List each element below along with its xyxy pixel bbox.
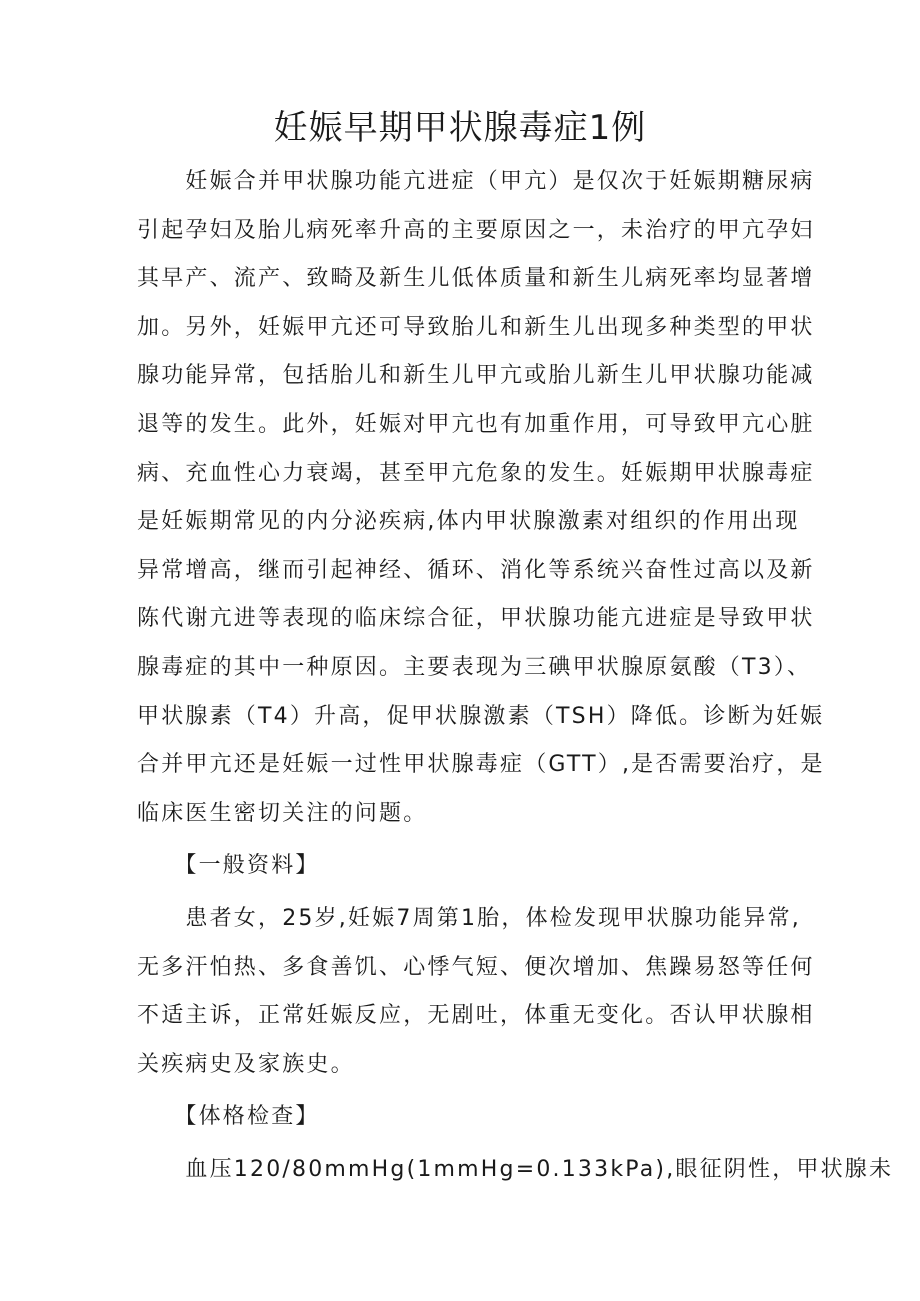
- intro-line: 腺毒症的其中一种原因。主要表现为三碘甲状腺原氨酸（T3）、: [137, 654, 812, 680]
- intro-line: 病、充血性心力衰竭，甚至甲亢危象的发生。妊娠期甲状腺毒症: [137, 460, 815, 486]
- intro-line: 甲状腺素（T4）升高，促甲状腺激素（TSH）降低。诊断为妊娠: [137, 703, 825, 729]
- general-info-line: 不适主诉，正常妊娠反应，无剧吐，体重无变化。否认甲状腺相: [137, 1003, 815, 1029]
- intro-line: 异常增高，继而引起神经、循环、消化等系统兴奋性过高以及新: [137, 557, 815, 583]
- physical-exam-line: 血压120/80mmHg(1mmHg=0.133kPa),眼征阴性，甲状腺未: [137, 1156, 894, 1182]
- document-title: 妊娠早期甲状腺毒症1例: [273, 108, 647, 148]
- intro-line: 引起孕妇及胎儿病死率升高的主要原因之一，未治疗的甲亢孕妇: [137, 217, 815, 243]
- intro-line: 妊娠合并甲状腺功能亢进症（甲亢）是仅次于妊娠期糖尿病: [137, 169, 815, 194]
- general-info-line: 关疾病史及家族史。: [137, 1051, 355, 1077]
- section-heading-general-info: 【一般资料】: [137, 853, 320, 879]
- intro-line: 合并甲亢还是妊娠一过性甲状腺毒症（GTT）,是否需要治疗，是: [137, 752, 825, 778]
- general-info-line: 患者女，25岁,妊娠7周第1胎，体检发现甲状腺功能异常,: [137, 905, 801, 931]
- intro-paragraph: [137, 158, 825, 838]
- document-body: [137, 158, 894, 1194]
- intro-line: 腺功能异常，包括胎儿和新生儿甲亢或胎儿新生儿甲状腺功能减: [137, 363, 815, 389]
- physical-exam-paragraph: [137, 1146, 894, 1195]
- intro-line: 退等的发生。此外，妊娠对甲亢也有加重作用，可导致甲亢心脏: [137, 411, 815, 437]
- intro-line: 是妊娠期常见的内分泌疾病,体内甲状腺激素对组织的作用出现: [137, 509, 800, 535]
- general-info-line: 无多汗怕热、多食善饥、心悸气短、便次增加、焦躁易怒等任何: [137, 954, 815, 980]
- intro-line: 其早产、流产、致畸及新生儿低体质量和新生儿病死率均显著增: [137, 266, 815, 292]
- intro-line: 临床医生密切关注的问题。: [137, 800, 428, 826]
- intro-line: 陈代谢亢进等表现的临床综合征，甲状腺功能亢进症是导致甲状: [137, 606, 815, 632]
- intro-line: 加。另外，妊娠甲亢还可导致胎儿和新生儿出现多种类型的甲状: [137, 314, 815, 340]
- section-heading-physical-exam: 【体格检查】: [137, 1104, 320, 1130]
- general-info-paragraph: [137, 895, 815, 1089]
